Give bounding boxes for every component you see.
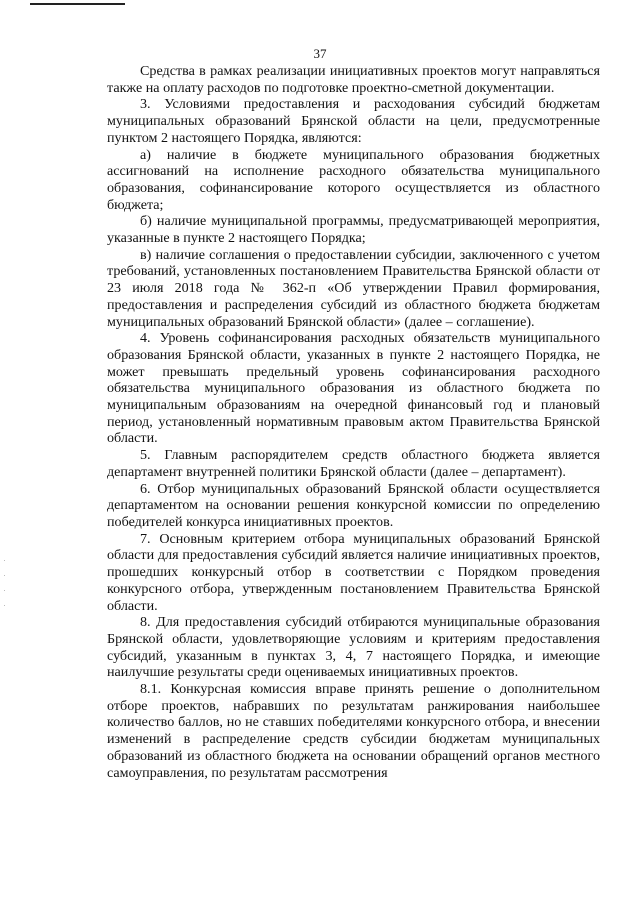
top-rule <box>30 3 125 5</box>
paragraph: б) наличие муниципальной программы, предусматривающей мероприятия, указанные в пункте 2 настоящего Порядка; <box>107 213 600 247</box>
paragraph: 4. Уровень софинансирования расходных обязательств муниципального образования Брянской области, указанных в пункте 2 настоящего Порядка, не может превышать предельный уровень софинансирования расходного обязательства муниципального образования из областного бюджета по муниципальным образованиям на очередной финансовый год и плановый период, установленный нормативным правовым актом Правительства Брянской области. <box>107 330 600 447</box>
paragraph: 8. Для предоставления субсидий отбираются муниципальные образования Брянской области, удовлетворяющие условиям и критериям предоставления субсидий, указанным в пунктах 3, 4, 7 настоящего Порядка, и имеющие наилучшие результаты среди оцениваемых инициативных проектов. <box>107 614 600 681</box>
page-number: 37 <box>313 46 327 61</box>
paragraph: 6. Отбор муниципальных образований Брянской области осуществляется департаментом на основании решения конкурсной комиссии по определению победителей конкурса инициативных проектов. <box>107 480 600 530</box>
paragraph: 8.1. Конкурсная комиссия вправе принять решение о дополнительном отборе проектов, набравших по результатам ранжирования наибольшее количество баллов, но не ставших победителями конкурсного отбора, и внесении изменений в распределение средств субсидии бюджетам муниципальных образований из областного бюджета на основании обращений органов местного самоуправления, по результатам рассмотрения <box>107 681 600 781</box>
paragraph: а) наличие в бюджете муниципального образования бюджетных ассигнований на исполнение расходного обязательства муниципального образования, софинансирование которого осуществляется из областного бюджета; <box>107 146 600 213</box>
document-body <box>107 63 600 781</box>
scan-mark <box>4 575 5 576</box>
scan-mark <box>4 560 5 561</box>
scan-mark <box>4 605 5 606</box>
paragraph: 3. Условиями предоставления и расходования субсидий бюджетам муниципальных образований Брянской области на цели, предусмотренные пунктом 2 настоящего Порядка, являются: <box>107 96 600 146</box>
paragraph: Средства в рамках реализации инициативных проектов могут направляться также на оплату расходов по подготовке проектно-сметной документации. <box>107 63 600 96</box>
paragraph: в) наличие соглашения о предоставлении субсидии, заключенного с учетом требований, установленных постановлением Правительства Брянской области от 23 июля 2018 года № 362-п «Об утверждении Правил формирования, предоставления и распределения субсидий из областного бюджета бюджетам муниципальных образований Брянской области» (далее – соглашение). <box>107 246 600 330</box>
scan-mark <box>4 590 5 591</box>
paragraph: 5. Главным распорядителем средств областного бюджета является департамент внутренней политики Брянской области (далее – департамент). <box>107 447 600 480</box>
paragraph: 7. Основным критерием отбора муниципальных образований Брянской области для предоставления субсидий является наличие инициативных проектов, прошедших конкурсный отбор в соответствии с Порядком проведения конкурсного отбора, утвержденным постановлением Правительства Брянской области. <box>107 530 600 614</box>
